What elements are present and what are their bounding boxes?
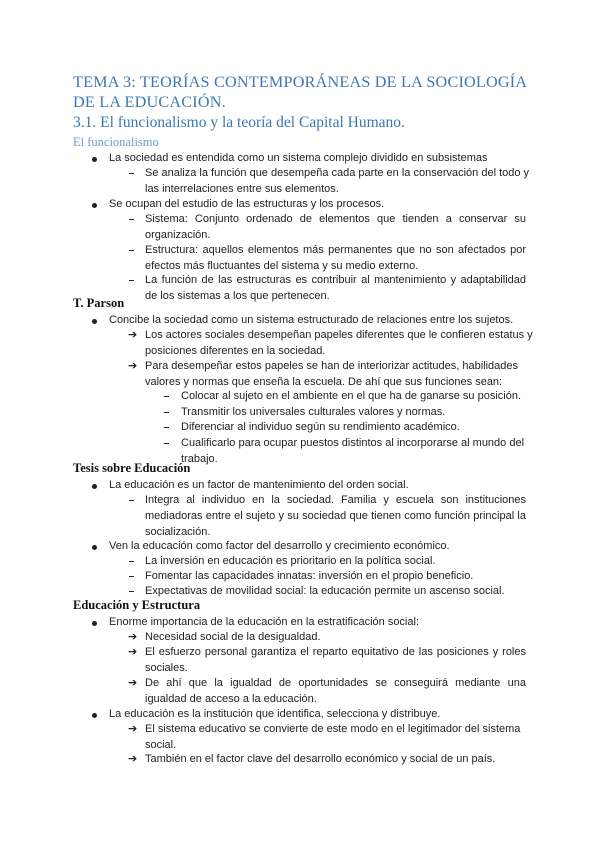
dash-marker	[129, 250, 134, 251]
list-item: Colocar al sujeto en el ambiente en el que ha de ganarse su posición.	[181, 390, 522, 402]
arrow-marker: ➔	[128, 723, 138, 735]
bullet-dot	[92, 484, 97, 489]
bullet-dot	[92, 713, 97, 718]
arrow-marker: ➔	[128, 360, 138, 372]
dash-marker	[129, 591, 134, 592]
list-item: Ven la educación como factor del desarrollo y crecimiento económico.	[109, 540, 450, 552]
subsection-heading: El funcionalismo	[73, 135, 159, 149]
dash-marker	[164, 412, 169, 413]
list-item: La sociedad es entendida como un sistema complejo dividido en subsistemas	[109, 152, 488, 164]
list-item: Integra al individuo en la sociedad. Familia y escuela son instituciones mediadoras entre el sujeto y su sociedad que tienen como función principal la socialización.	[145, 494, 526, 539]
arrow-marker: ➔	[128, 646, 138, 658]
dash-marker	[129, 561, 134, 562]
list-item: Los actores sociales desempeñan papeles diferentes que le confieren estatus y posiciones diferentes en la sociedad.	[145, 329, 533, 358]
list-item: Se analiza la función que desempeña cada parte en la conservación del todo y las interrelaciones entre sus elementos.	[145, 167, 530, 196]
list-item: Transmitir los universales culturales valores y normas.	[181, 406, 446, 418]
list-item: También en el factor clave del desarrollo económico y social de un país.	[145, 753, 496, 765]
list-item: Se ocupan del estudio de las estructuras y los procesos.	[109, 198, 385, 210]
arrow-marker: ➔	[128, 631, 138, 643]
list-item: Enorme importancia de la educación en la estratificación social:	[109, 616, 419, 628]
bullet-dot	[92, 319, 97, 324]
section-heading: 3.1. El funcionalismo y la teoría del Capital Humano.	[73, 114, 405, 131]
dash-marker	[129, 576, 134, 577]
dash-marker	[164, 443, 169, 444]
bullet-dot	[92, 157, 97, 162]
arrow-marker: ➔	[128, 329, 138, 341]
list-item: La educación es la institución que identifica, selecciona y distribuye.	[109, 708, 441, 720]
list-item: Diferenciar al individuo según su rendimiento académico.	[181, 421, 460, 433]
list-item: La función de las estructuras es contribuir al mantenimiento y adaptabilidad de los sistemas a los que pertenecen.	[145, 274, 526, 303]
list-item: La educación es un factor de mantenimiento del orden social.	[109, 479, 409, 491]
bullet-dot	[92, 621, 97, 626]
dash-marker	[129, 173, 134, 174]
list-item: Expectativas de movilidad social: la educación permite un ascenso social.	[145, 585, 505, 597]
list-item: Concibe la sociedad como un sistema estructurado de relaciones entre los sujetos.	[109, 314, 514, 326]
parson-heading: T. Parson	[73, 296, 125, 310]
tesis-heading: Tesis sobre Educación	[73, 461, 191, 475]
list-item: De ahí que la igualdad de oportunidades se conseguirá mediante una igualdad de acceso a la educación.	[145, 677, 526, 706]
dash-marker	[164, 396, 169, 397]
bullet-dot	[92, 545, 97, 550]
list-item: Sistema: Conjunto ordenado de elementos que tienden a conservar su organización.	[145, 213, 526, 242]
list-item: Fomentar las capacidades innatas: inversión en el propio beneficio.	[145, 570, 474, 582]
estructura-heading: Educación y Estructura	[73, 598, 201, 612]
list-item: Cualificarlo para ocupar puestos distintos al incorporarse al mundo del trabajo.	[181, 437, 525, 466]
page-title: TEMA 3: TEORÍAS CONTEMPORÁNEAS DE LA SOCIOLOGÍA DE LA EDUCACIÓN.	[73, 73, 527, 111]
list-item: Para desempeñar estos papeles se han de interiorizar actitudes, habilidades valores y normas que enseña la escuela. De ahí que sus funciones sean:	[145, 360, 519, 389]
arrow-marker: ➔	[128, 677, 138, 689]
dash-marker	[129, 500, 134, 501]
bullet-dot	[92, 203, 97, 208]
dash-marker	[164, 427, 169, 428]
list-item: Estructura: aquellos elementos más permanentes que no son afectados por efectos más fluctuantes del sistema y su medio externo.	[145, 244, 526, 273]
dash-marker	[129, 219, 134, 220]
list-item: El esfuerzo personal garantiza el reparto equitativo de las posiciones y roles sociales.	[145, 646, 526, 675]
list-item: La inversión en educación es prioritario en la política social.	[145, 555, 436, 567]
arrow-marker: ➔	[128, 753, 138, 765]
list-item: El sistema educativo se convierte de este modo en el legitimador del sistema social.	[145, 723, 521, 752]
list-item: Necesidad social de la desigualdad.	[145, 631, 321, 643]
dash-marker	[129, 280, 134, 281]
